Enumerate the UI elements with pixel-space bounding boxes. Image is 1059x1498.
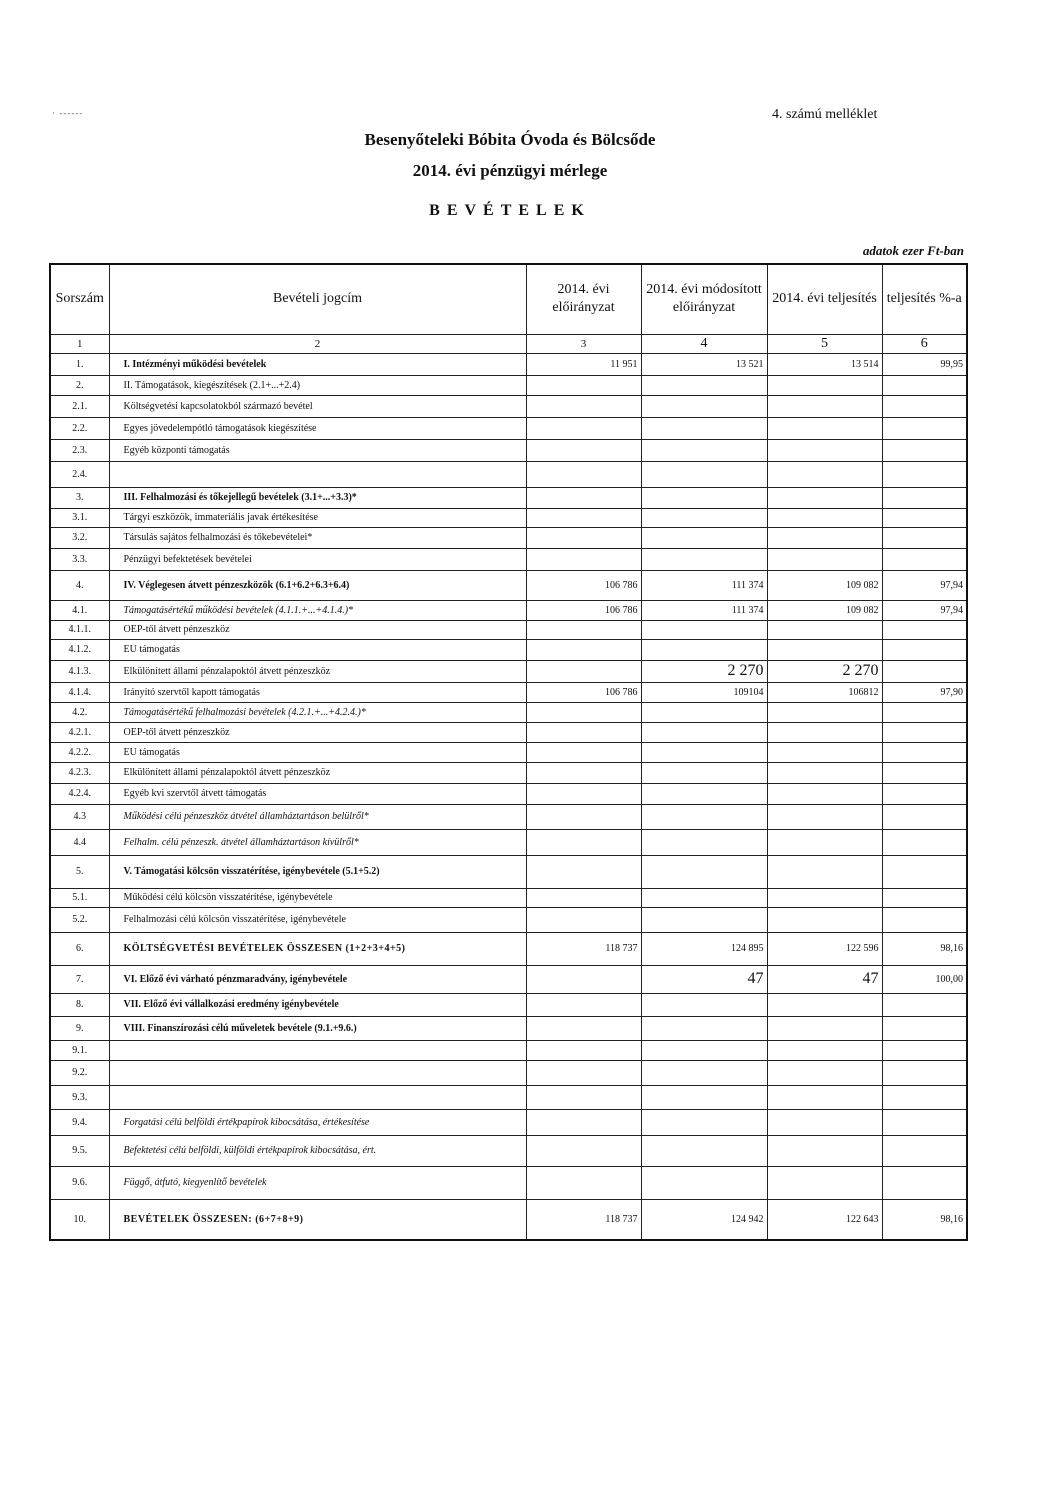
performance-percent: 97,90 [882, 682, 967, 702]
table-row [50, 527, 967, 548]
row-number: 3.3. [50, 548, 109, 570]
modified-appropriation [641, 461, 767, 487]
table-row [50, 417, 967, 439]
performance-percent: 100,00 [882, 965, 967, 993]
modified-appropriation [641, 888, 767, 907]
row-label: Tárgyi eszközök, immateriális javak értékesítése [109, 508, 526, 527]
table-row [50, 1040, 967, 1060]
table-row [50, 487, 967, 508]
report-title: 2014. évi pénzügyi mérlege [412, 161, 608, 180]
original-appropriation [526, 639, 641, 660]
row-label: I. Intézményi működési bevételek [109, 353, 526, 375]
modified-appropriation [641, 783, 767, 804]
column-number: 5 [767, 334, 882, 353]
row-number: 1. [50, 353, 109, 375]
performance-percent: 97,94 [882, 600, 967, 620]
row-label: Függő, átfutó, kiegyenlítő bevételek [109, 1166, 526, 1199]
row-number: 4.2.1. [50, 722, 109, 742]
modified-appropriation [641, 1109, 767, 1135]
modified-appropriation [641, 508, 767, 527]
original-appropriation [526, 1109, 641, 1135]
original-appropriation: 106 786 [526, 600, 641, 620]
row-label: KÖLTSÉGVETÉSI BEVÉTELEK ÖSSZESEN (1+2+3+4+5) [109, 932, 526, 965]
original-appropriation: 106 786 [526, 570, 641, 600]
original-appropriation [526, 508, 641, 527]
performance-percent [882, 804, 967, 829]
modified-appropriation: 111 374 [641, 570, 767, 600]
actual-performance [767, 620, 882, 639]
actual-performance [767, 461, 882, 487]
performance-percent [882, 702, 967, 722]
original-appropriation [526, 1135, 641, 1166]
modified-appropriation [641, 375, 767, 395]
performance-percent [882, 439, 967, 461]
table-row [50, 993, 967, 1016]
original-appropriation [526, 461, 641, 487]
row-label: Egyéb központi támogatás [109, 439, 526, 461]
actual-performance [767, 993, 882, 1016]
column-number: 6 [882, 334, 967, 353]
row-label: II. Támogatások, kiegészítések (2.1+...+2.4) [109, 375, 526, 395]
row-label: Befektetési célú belföldi, külföldi értékpapírok kibocsátása, ért. [109, 1135, 526, 1166]
modified-appropriation [641, 417, 767, 439]
row-label: VII. Előző évi vállalkozási eredmény igénybevétele [109, 993, 526, 1016]
row-label: III. Felhalmozási és tőkejellegű bevételek (3.1+...+3.3)* [109, 487, 526, 508]
original-appropriation [526, 660, 641, 682]
modified-appropriation: 124 895 [641, 932, 767, 965]
original-appropriation [526, 1166, 641, 1199]
actual-performance [767, 639, 882, 660]
actual-performance [767, 439, 882, 461]
table-row [50, 660, 967, 682]
row-number: 2.1. [50, 395, 109, 417]
modified-appropriation [641, 1135, 767, 1166]
actual-performance: 122 643 [767, 1199, 882, 1240]
performance-percent [882, 639, 967, 660]
row-number: 4.1.2. [50, 639, 109, 660]
row-number: 3.1. [50, 508, 109, 527]
actual-performance: 13 514 [767, 353, 882, 375]
original-appropriation [526, 742, 641, 762]
actual-performance [767, 417, 882, 439]
row-number: 9.5. [50, 1135, 109, 1166]
table-row [50, 742, 967, 762]
table-row [50, 353, 967, 375]
row-number: 9.6. [50, 1166, 109, 1199]
original-appropriation [526, 907, 641, 932]
performance-percent [882, 1040, 967, 1060]
row-number: 9. [50, 1016, 109, 1040]
revenue-table [49, 263, 968, 1241]
performance-percent [882, 620, 967, 639]
row-label: Elkülönített állami pénzalapoktól átvett pénzeszköz [109, 762, 526, 783]
modified-appropriation [641, 804, 767, 829]
modified-appropriation [641, 527, 767, 548]
actual-performance [767, 855, 882, 888]
table-row [50, 1060, 967, 1085]
original-appropriation [526, 762, 641, 783]
modified-appropriation: 109104 [641, 682, 767, 702]
row-number: 9.3. [50, 1085, 109, 1109]
annex-label: 4. számú melléklet [772, 107, 878, 122]
modified-appropriation [641, 855, 767, 888]
table-row [50, 1109, 967, 1135]
row-number: 5.2. [50, 907, 109, 932]
original-appropriation [526, 1040, 641, 1060]
row-label: EU támogatás [109, 639, 526, 660]
column-number: 3 [526, 334, 641, 353]
actual-performance [767, 487, 882, 508]
title-block [0, 128, 1020, 220]
table-row [50, 682, 967, 702]
actual-performance: 122 596 [767, 932, 882, 965]
row-label: BEVÉTELEK ÖSSZESEN: (6+7+8+9) [109, 1199, 526, 1240]
row-label: Támogatásértékű működési bevételek (4.1.1.+...+4.1.4.)* [109, 600, 526, 620]
row-number: 3. [50, 487, 109, 508]
modified-appropriation: 124 942 [641, 1199, 767, 1240]
performance-percent [882, 742, 967, 762]
row-number: 5.1. [50, 888, 109, 907]
row-label [109, 461, 526, 487]
modified-appropriation [641, 829, 767, 855]
original-appropriation [526, 965, 641, 993]
table-row [50, 461, 967, 487]
row-label: Irányító szervtől kapott támogatás [109, 682, 526, 702]
performance-percent [882, 1135, 967, 1166]
actual-performance [767, 508, 882, 527]
actual-performance [767, 1166, 882, 1199]
actual-performance: 47 [767, 965, 882, 993]
performance-percent [882, 855, 967, 888]
modified-appropriation [641, 722, 767, 742]
row-number: 2.3. [50, 439, 109, 461]
header-actual: 2014. évi teljesítés [767, 264, 882, 334]
header-title: Bevételi jogcím [109, 264, 526, 334]
original-appropriation [526, 620, 641, 639]
original-appropriation [526, 395, 641, 417]
performance-percent [882, 375, 967, 395]
original-appropriation [526, 804, 641, 829]
modified-appropriation [641, 702, 767, 722]
modified-appropriation [641, 1060, 767, 1085]
row-label: OEP-től átvett pénzeszköz [109, 722, 526, 742]
table-row [50, 620, 967, 639]
performance-percent [882, 1166, 967, 1199]
row-label: Egyes jövedelempótló támogatások kiegészítése [109, 417, 526, 439]
row-label: Felhalm. célú pénzeszk. átvétel államháztartáson kívülről* [109, 829, 526, 855]
table-row [50, 639, 967, 660]
actual-performance: 2 270 [767, 660, 882, 682]
table-row [50, 804, 967, 829]
original-appropriation [526, 888, 641, 907]
original-appropriation [526, 1060, 641, 1085]
actual-performance: 109 082 [767, 600, 882, 620]
actual-performance [767, 783, 882, 804]
modified-appropriation [641, 439, 767, 461]
table-row [50, 762, 967, 783]
table-row [50, 783, 967, 804]
table-row [50, 702, 967, 722]
original-appropriation [526, 417, 641, 439]
performance-percent [882, 527, 967, 548]
modified-appropriation [641, 487, 767, 508]
table-row [50, 907, 967, 932]
unit-note: adatok ezer Ft-ban [862, 243, 964, 258]
row-label: IV. Véglegesen átvett pénzeszközök (6.1+6.2+6.3+6.4) [109, 570, 526, 600]
performance-percent: 98,16 [882, 1199, 967, 1240]
row-number: 4.2. [50, 702, 109, 722]
actual-performance [767, 762, 882, 783]
row-label: Pénzügyi befektetések bevételei [109, 548, 526, 570]
actual-performance: 109 082 [767, 570, 882, 600]
header-percent: teljesítés %-a [882, 264, 967, 334]
original-appropriation [526, 829, 641, 855]
table-row [50, 1016, 967, 1040]
row-label [109, 1085, 526, 1109]
table-row [50, 855, 967, 888]
row-label: Elkülönített állami pénzalapoktól átvett pénzeszköz [109, 660, 526, 682]
performance-percent [882, 1016, 967, 1040]
performance-percent: 97,94 [882, 570, 967, 600]
performance-percent [882, 1109, 967, 1135]
table-row [50, 1199, 967, 1240]
actual-performance [767, 702, 882, 722]
header-original: 2014. évi előirányzat [526, 264, 641, 334]
table-row [50, 1166, 967, 1199]
row-label: OEP-től átvett pénzeszköz [109, 620, 526, 639]
table-row [50, 1085, 967, 1109]
row-number: 4.1.1. [50, 620, 109, 639]
row-label: Társulás sajátos felhalmozási és tőkebevételei* [109, 527, 526, 548]
table-row [50, 932, 967, 965]
original-appropriation [526, 855, 641, 888]
original-appropriation [526, 993, 641, 1016]
performance-percent [882, 395, 967, 417]
performance-percent [882, 1085, 967, 1109]
modified-appropriation [641, 395, 767, 417]
performance-percent [882, 1060, 967, 1085]
row-number: 7. [50, 965, 109, 993]
row-number: 5. [50, 855, 109, 888]
modified-appropriation: 111 374 [641, 600, 767, 620]
header-modified: 2014. évi módosított előirányzat [641, 264, 767, 334]
modified-appropriation [641, 620, 767, 639]
modified-appropriation [641, 548, 767, 570]
original-appropriation [526, 783, 641, 804]
row-label: VIII. Finanszírozási célú műveletek bevétele (9.1.+9.6.) [109, 1016, 526, 1040]
table-row [50, 395, 967, 417]
row-label: V. Támogatási kölcsön visszatérítése, igénybevétele (5.1+5.2) [109, 855, 526, 888]
row-label: Működési célú pénzeszköz átvétel államháztartáson belülről* [109, 804, 526, 829]
actual-performance [767, 804, 882, 829]
actual-performance [767, 1040, 882, 1060]
actual-performance [767, 1060, 882, 1085]
row-number: 4.4 [50, 829, 109, 855]
performance-percent [882, 660, 967, 682]
actual-performance [767, 888, 882, 907]
table-row [50, 570, 967, 600]
row-number: 4.1. [50, 600, 109, 620]
original-appropriation [526, 375, 641, 395]
actual-performance [767, 1016, 882, 1040]
header-row [50, 264, 967, 334]
original-appropriation [526, 1085, 641, 1109]
performance-percent [882, 417, 967, 439]
row-number: 3.2. [50, 527, 109, 548]
performance-percent [882, 487, 967, 508]
row-number: 10. [50, 1199, 109, 1240]
modified-appropriation [641, 907, 767, 932]
modified-appropriation [641, 1085, 767, 1109]
row-number: 9.1. [50, 1040, 109, 1060]
actual-performance [767, 395, 882, 417]
performance-percent [882, 783, 967, 804]
original-appropriation [526, 439, 641, 461]
row-label: Felhalmozási célú kölcsön visszatérítése, igénybevétele [109, 907, 526, 932]
scan-mark: · ------ [52, 108, 84, 118]
performance-percent: 98,16 [882, 932, 967, 965]
column-number: 1 [50, 334, 109, 353]
actual-performance [767, 907, 882, 932]
modified-appropriation [641, 1166, 767, 1199]
actual-performance [767, 722, 882, 742]
performance-percent [882, 461, 967, 487]
row-number: 9.2. [50, 1060, 109, 1085]
row-label: Működési célú kölcsön visszatérítése, igénybevétele [109, 888, 526, 907]
row-label: Támogatásértékű felhalmozási bevételek (4.2.1.+...+4.2.4.)* [109, 702, 526, 722]
modified-appropriation [641, 762, 767, 783]
original-appropriation: 106 786 [526, 682, 641, 702]
row-label [109, 1040, 526, 1060]
institution-title: Besenyőteleki Bóbita Óvoda és Bölcsőde [364, 130, 656, 149]
performance-percent [882, 829, 967, 855]
original-appropriation: 11 951 [526, 353, 641, 375]
actual-performance: 106812 [767, 682, 882, 702]
modified-appropriation [641, 742, 767, 762]
row-label: Forgatási célú belföldi értékpapírok kibocsátása, értékesítése [109, 1109, 526, 1135]
performance-percent [882, 907, 967, 932]
modified-appropriation [641, 993, 767, 1016]
table-row [50, 1135, 967, 1166]
table-row [50, 888, 967, 907]
row-number: 2. [50, 375, 109, 395]
row-number: 2.4. [50, 461, 109, 487]
column-number: 4 [641, 334, 767, 353]
performance-percent [882, 762, 967, 783]
table-row [50, 508, 967, 527]
row-number: 4.1.3. [50, 660, 109, 682]
actual-performance [767, 375, 882, 395]
actual-performance [767, 742, 882, 762]
row-number: 4. [50, 570, 109, 600]
table-row [50, 965, 967, 993]
table-row [50, 600, 967, 620]
row-number: 4.2.2. [50, 742, 109, 762]
modified-appropriation [641, 1016, 767, 1040]
column-number-row [50, 334, 967, 353]
performance-percent: 99,95 [882, 353, 967, 375]
row-label: EU támogatás [109, 742, 526, 762]
original-appropriation [526, 487, 641, 508]
original-appropriation [526, 548, 641, 570]
actual-performance [767, 527, 882, 548]
row-number: 4.2.4. [50, 783, 109, 804]
row-number: 2.2. [50, 417, 109, 439]
table-row [50, 722, 967, 742]
row-number: 4.2.3. [50, 762, 109, 783]
actual-performance [767, 829, 882, 855]
original-appropriation [526, 722, 641, 742]
row-label: Költségvetési kapcsolatokból származó bevétel [109, 395, 526, 417]
performance-percent [882, 548, 967, 570]
actual-performance [767, 1109, 882, 1135]
actual-performance [767, 1135, 882, 1166]
original-appropriation: 118 737 [526, 1199, 641, 1240]
section-title: BEVÉTELEK [429, 202, 591, 219]
actual-performance [767, 1085, 882, 1109]
original-appropriation: 118 737 [526, 932, 641, 965]
row-label: VI. Előző évi várható pénzmaradvány, igénybevétele [109, 965, 526, 993]
table-row [50, 375, 967, 395]
performance-percent [882, 993, 967, 1016]
modified-appropriation: 2 270 [641, 660, 767, 682]
modified-appropriation [641, 1040, 767, 1060]
modified-appropriation: 47 [641, 965, 767, 993]
column-number: 2 [109, 334, 526, 353]
row-number: 4.1.4. [50, 682, 109, 702]
original-appropriation [526, 527, 641, 548]
header-no: Sorszám [50, 264, 109, 334]
table-row [50, 829, 967, 855]
row-number: 4.3 [50, 804, 109, 829]
row-number: 9.4. [50, 1109, 109, 1135]
table-row [50, 439, 967, 461]
performance-percent [882, 888, 967, 907]
original-appropriation [526, 702, 641, 722]
row-label: Egyéb kvi szervtől átvett támogatás [109, 783, 526, 804]
row-number: 8. [50, 993, 109, 1016]
modified-appropriation: 13 521 [641, 353, 767, 375]
table-row [50, 548, 967, 570]
row-number: 6. [50, 932, 109, 965]
performance-percent [882, 722, 967, 742]
original-appropriation [526, 1016, 641, 1040]
actual-performance [767, 548, 882, 570]
modified-appropriation [641, 639, 767, 660]
performance-percent [882, 508, 967, 527]
row-label [109, 1060, 526, 1085]
